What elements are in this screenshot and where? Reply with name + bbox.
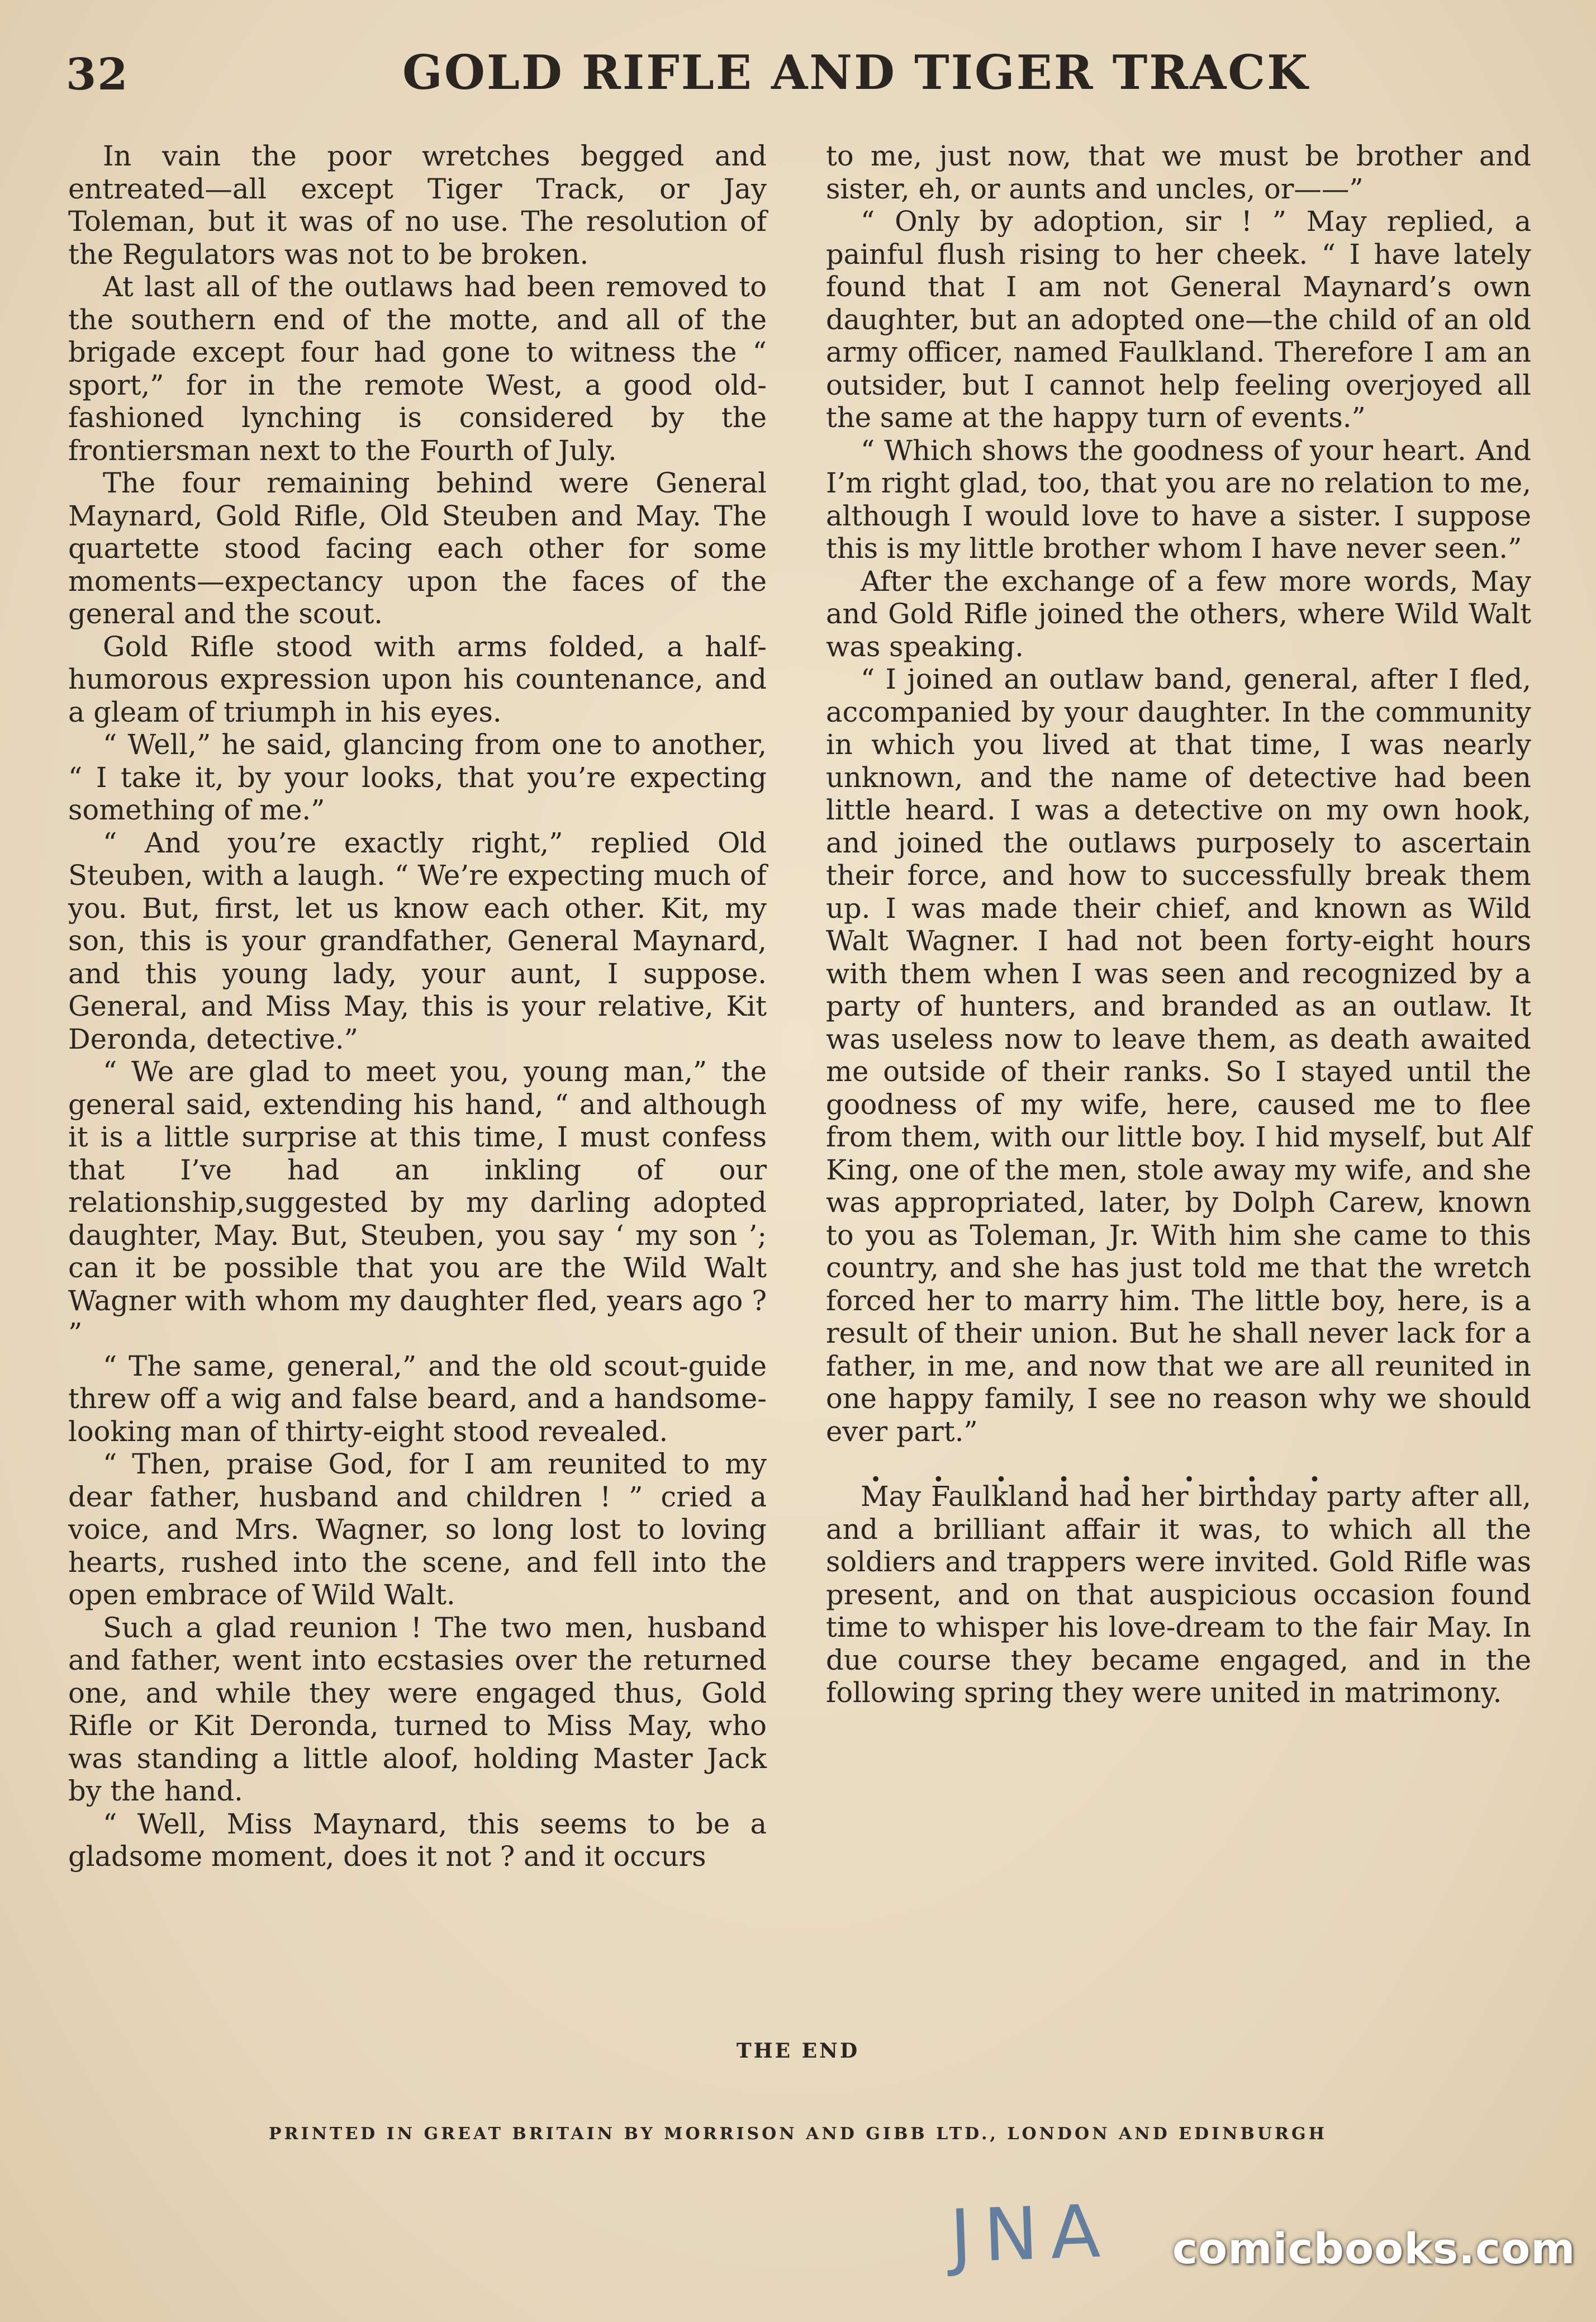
running-title: GOLD RIFLE AND TIGER TRACK — [402, 45, 1310, 100]
paragraph: “ We are glad to meet you, young man,” the general said, extending his hand, “ and although it is a little surprise at this time, I must confess that I’ve had an inkling of our relationship,suggested by my darling adopted daughter, May. But, Steuben, you say ‘ my son ’; can it be possible that you are the Wild Walt Wagner with whom my daughter fled, years ago ? ” — [68, 1055, 767, 1349]
paragraph: “ Then, praise God, for I am reunited to my dear father, husband and children ! ” cried a voice, and Mrs. Wagner, so long lost to loving hearts, rushed into the scene, and fell into the open embrace of Wild Walt. — [68, 1448, 767, 1611]
right-column — [826, 140, 1531, 1709]
library-stamp: JNA — [948, 2188, 1114, 2280]
paragraph: “ And you’re exactly right,” replied Old Steuben, with a laugh. “ We’re expecting much of you. But, first, let us know each other. Kit, my son, this is your grandfather, General Maynard, and this young lady, your aunt, I suppose. General, and Miss May, this is your relative, Kit Deronda, detective.” — [68, 826, 767, 1055]
paragraph: In vain the poor wretches begged and entreated—all except Tiger Track, or Jay Toleman, but it was of no use. The resolution of the Regulators was not to be broken. — [68, 140, 767, 271]
paragraph: “ Well,” he said, glancing from one to another, “ I take it, by your looks, that you’re expecting something of me.” — [68, 728, 767, 826]
paragraph: May Faulkland had her birthday party after all, and a brilliant affair it was, to which all the soldiers and trappers were invited. Gold Rifle was present, and on that auspicious occasion found time to whisper his love-dream to the fair May. In due course they became engaged, and in the following spring they were united in matrimony. — [826, 1480, 1531, 1709]
paragraph: “ Which shows the goodness of your heart. And I’m right glad, too, that you are no relation to me, although I would love to have a sister. I suppose this is my little brother whom I have never seen.” — [826, 434, 1531, 565]
paragraph: At last all of the outlaws had been removed to the southern end of the motte, and all of the brigade except four had gone to witness the “ sport,” for in the remote West, a good old-fashioned lynching is considered by the frontiersman next to the Fourth of July. — [68, 271, 767, 467]
section-break-dots: . . . . . . . . — [871, 1454, 1341, 1489]
watermark: comicbooks.com — [1172, 2224, 1576, 2273]
paragraph: Gold Rifle stood with arms folded, a half-humorous expression upon his countenance, and a gleam of triumph in his eyes. — [68, 630, 767, 728]
paragraph: “ The same, general,” and the old scout-guide threw off a wig and false beard, and a handsome-looking man of thirty-eight stood revealed. — [68, 1349, 767, 1448]
section-break — [826, 1454, 1531, 1489]
paragraph: “ Well, Miss Maynard, this seems to be a gladsome moment, does it not ? and it occurs — [68, 1807, 767, 1873]
left-column — [68, 140, 767, 1873]
paragraph: “ I joined an outlaw band, general, after I fled, accompanied by your daughter. In the community in which you lived at that time, I was nearly unknown, and the name of detective had been little heard. I was a detective on my own hook, and joined the outlaws purposely to ascertain their force, and how to successfully break them up. I was made their chief, and known as Wild Walt Wagner. I had not been forty-eight hours with them when I was seen and recognized by a party of hunters, and branded as an outlaw. It was useless now to leave them, as death awaited me outside of their ranks. So I stayed until the goodness of my wife, here, caused me to flee from them, with our little boy. I hid myself, but Alf King, one of the men, stole away my wife, and she was appropriated, later, by Dolph Carew, known to you as Toleman, Jr. With him she came to this country, and she has just told me that the wretch forced her to marry him. The little boy, here, is a result of their union. But he shall never lack for a father, in me, and now that we are all reunited in one happy family, I see no reason why we should ever part.” — [826, 663, 1531, 1448]
paragraph: The four remaining behind were General Maynard, Gold Rifle, Old Steuben and May. The quartette stood facing each other for some moments—expectancy upon the faces of the general and the scout. — [68, 467, 767, 630]
paragraph-continued: to me, just now, that we must be brother and sister, eh, or aunts and uncles, or——” — [826, 140, 1531, 205]
the-end: THE END — [736, 2039, 860, 2063]
printer-imprint: PRINTED IN GREAT BRITAIN BY MORRISON AND GIBB LTD., LONDON AND EDINBURGH — [269, 2124, 1327, 2144]
paragraph: “ Only by adoption, sir ! ” May replied, a painful flush rising to her cheek. “ I have lately found that I am not General Maynard’s own daughter, but an adopted one—the child of an old army officer, named Faulkland. Therefore I am an outsider, but I cannot help feeling overjoyed all the same at the happy turn of events.” — [826, 205, 1531, 434]
paragraph: After the exchange of a few more words, May and Gold Rifle joined the others, where Wild Walt was speaking. — [826, 565, 1531, 663]
paragraph: Such a glad reunion ! The two men, husband and father, went into ecstasies over the returned one, and while they were engaged thus, Gold Rifle or Kit Deronda, turned to Miss May, who was standing a little aloof, holding Master Jack by the hand. — [68, 1611, 767, 1807]
page-number: 32 — [66, 49, 129, 100]
